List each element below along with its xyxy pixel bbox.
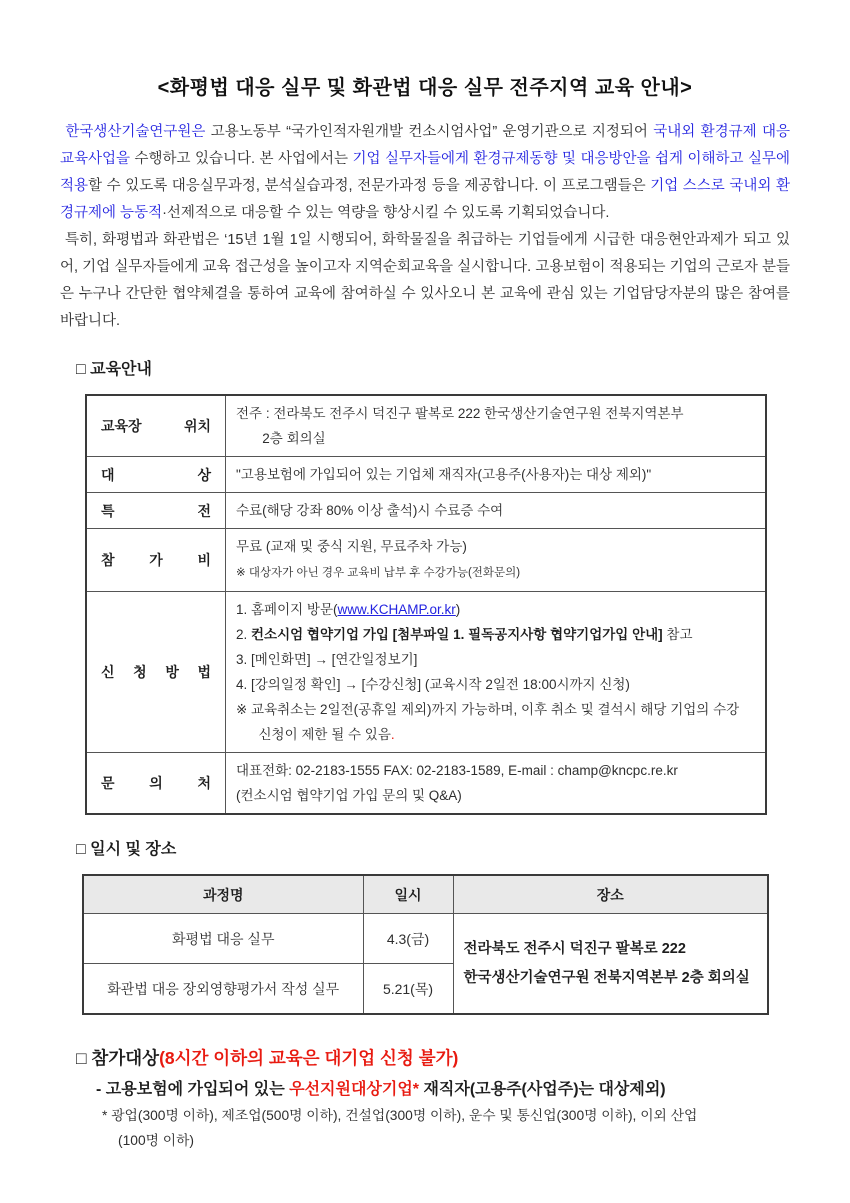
text-span: 4. [강의일정 확인] → [수강신청] (교육시작 2일전 18:00시까지 신청) xyxy=(236,677,630,692)
text-span: . xyxy=(390,727,395,742)
edu-guide-row-label: 신 청 방 법 xyxy=(86,592,226,753)
edu-guide-row-content xyxy=(226,395,767,457)
text-span: 전주 : 전라북도 전주시 덕진구 팔복로 222 한국생산기술연구원 전북지역본부 xyxy=(236,406,684,421)
text-span: 2층 회의실 xyxy=(236,431,326,446)
text-span: 기업 실무자들에게 환경규제동향 및 대응방안을 쉽게 이해하고 실무에 적용 xyxy=(60,151,795,194)
edu-guide-row-label: 참 가 비 xyxy=(86,529,226,592)
participants-notes xyxy=(76,1104,790,1152)
intro-paragraph-1 xyxy=(60,119,795,227)
text-span: "고용보험에 가입되어 있는 기업체 재직자(고용주(사용자)는 대상 제외)" xyxy=(236,467,652,482)
edu-guide-row xyxy=(86,457,766,493)
text-span: 우선지원대상기업* xyxy=(289,1081,420,1098)
intro-paragraphs xyxy=(60,119,795,335)
edu-guide-row-content xyxy=(226,493,767,529)
kchamp-website-link[interactable]: www.KCHAMP.or.kr xyxy=(337,602,456,617)
schedule-course-cell: 화평법 대응 실무 xyxy=(83,914,363,964)
schedule-table xyxy=(82,874,769,1015)
text-span: 수행하고 있습니다. 본 사업에서는 xyxy=(130,151,353,167)
text-span: 기업 스스로 국내외 환경규제에 능동적 xyxy=(60,178,790,221)
content-line xyxy=(236,722,755,747)
text-span: (컨소시엄 협약기업 가입 문의 및 Q&A) xyxy=(236,788,462,803)
content-line xyxy=(236,647,755,672)
text-span: ) xyxy=(455,602,461,617)
text-span: □ 참가대상 xyxy=(76,1048,160,1068)
content-line xyxy=(236,783,755,808)
text-span: 특히, 화평법과 화관법은 ‘15년 1월 1일 시행되어, 화학물질을 취급하는 기업들에게 시급한 대응현안과제가 되고 있어, 기업 실무자들에게 교육 접근성을 높이고자 지역순회교육을 실시합니다. 고용보험이 적용되는 기업의 근로자 분들은 누구나 간단한 협약체결을 통하여 교육에 참여하실 수 있사오니 본 교육에 관심 있는 기업담당자분의 많은 참여를 바랍니다. xyxy=(60,232,795,329)
text-span: 신청이 제한 될 수 있음 xyxy=(236,727,391,742)
text-span: 수료(해당 강좌 80% 이상 출석)시 수료증 수여 xyxy=(236,503,504,518)
text-span: 재직자(고용주(사업주)는 대상제외) xyxy=(419,1081,666,1098)
edu-guide-row xyxy=(86,592,766,753)
content-line xyxy=(236,697,755,722)
text-span: 무료 (교재 및 중식 지원, 무료주차 가능) xyxy=(236,539,467,554)
schedule-course-cell: 화관법 대응 장외영향평가서 작성 실무 xyxy=(83,964,363,1015)
edu-guide-table xyxy=(85,394,767,815)
schedule-date-cell: 5.21(목) xyxy=(363,964,453,1015)
schedule-header-row xyxy=(83,875,768,914)
schedule-date-cell: 4.3(금) xyxy=(363,914,453,964)
participants-note-line: (100명 이하) xyxy=(118,1133,195,1148)
participants-note-line: * 광업(300명 이하), 제조업(500명 이하), 건설업(300명 이하), 운수 및 통신업(300명 이하), 이외 산업 xyxy=(102,1108,698,1123)
edu-guide-row-content xyxy=(226,529,767,592)
edu-guide-row xyxy=(86,395,766,457)
content-line xyxy=(236,401,755,426)
text-span: 국내외 환경규제 대응 교육사업을 xyxy=(60,124,795,167)
text-span: 한국생산기술연구원은 xyxy=(60,124,206,140)
text-span: 3. [메인화면] → [연간일정보기] xyxy=(236,652,418,667)
content-line xyxy=(236,462,755,487)
place-line: 한국생산기술연구원 전북지역본부 2층 회의실 xyxy=(463,969,750,986)
schedule-header-place: 장소 xyxy=(453,875,768,914)
participants-eligibility-line xyxy=(76,1078,790,1102)
intro-paragraph-2 xyxy=(60,227,795,335)
edu-guide-row-label: 특 전 xyxy=(86,493,226,529)
edu-guide-row-content xyxy=(226,457,767,493)
section-heading-edu-guide: □ 교육안내 xyxy=(76,361,152,378)
text-span: 2. xyxy=(236,627,252,642)
edu-guide-row-content xyxy=(226,753,767,815)
text-span: (8시간 이하의 교육은 대기업 신청 불가) xyxy=(159,1048,459,1068)
schedule-row xyxy=(83,914,768,964)
content-line xyxy=(236,597,755,622)
text-span: 1. 홈페이지 방문( xyxy=(236,602,338,617)
schedule-header-date: 일시 xyxy=(363,875,453,914)
text-span: 고용노동부 “국가인적자원개발 컨소시엄사업” 운영기관으로 지정되어 xyxy=(205,124,654,140)
text-span: 참고 xyxy=(662,627,693,642)
content-line xyxy=(236,758,755,783)
participants-heading xyxy=(76,1045,790,1071)
content-line xyxy=(236,622,755,647)
content-line xyxy=(236,498,755,523)
edu-guide-row-label: 대 상 xyxy=(86,457,226,493)
schedule-place-cell xyxy=(453,914,768,1015)
edu-guide-row xyxy=(86,529,766,592)
text-span: ※ 교육취소는 2일전(공휴일 제외)까지 가능하며, 이후 취소 및 결석시 해당 기업의 수강 xyxy=(236,702,740,717)
content-line xyxy=(236,426,755,451)
content-line xyxy=(236,672,755,697)
text-span: 대표전화: 02-2183-1555 FAX: 02-2183-1589, E-mail : champ@kncpc.re.kr xyxy=(236,763,678,778)
edu-guide-row xyxy=(86,493,766,529)
edu-guide-row-label: 교육장 위치 xyxy=(86,395,226,457)
text-span: 컨소시엄 협약기업 가입 [첨부파일 1. 필독공지사항 협약기업가입 안내] xyxy=(251,627,663,642)
text-span: ·선제적으로 대응할 수 있는 역량을 향상시킬 수 있도록 기획되었습니다. xyxy=(162,205,610,221)
edu-guide-row-label: 문 의 처 xyxy=(86,753,226,815)
text-span: 할 수 있도록 대응실무과정, 분석실습과정, 전문가과정 등을 제공합니다. 이 프로그램들은 xyxy=(88,178,651,194)
text-span: ※ 대상자가 아닌 경우 교육비 납부 후 수강가능(전화문의) xyxy=(236,567,521,579)
text-span: - 고용보험에 가입되어 있는 xyxy=(96,1081,290,1098)
section-heading-schedule: □ 일시 및 장소 xyxy=(76,841,177,858)
content-line xyxy=(236,559,755,586)
edu-guide-row-content xyxy=(226,592,767,753)
participants-section xyxy=(76,1045,790,1152)
place-line: 전라북도 전주시 덕진구 팔복로 222 xyxy=(463,940,686,957)
schedule-header-course: 과정명 xyxy=(83,875,363,914)
page-title: <화평법 대응 실무 및 화관법 대응 실무 전주지역 교육 안내> xyxy=(157,77,693,99)
content-line xyxy=(236,534,755,559)
edu-guide-row xyxy=(86,753,766,815)
